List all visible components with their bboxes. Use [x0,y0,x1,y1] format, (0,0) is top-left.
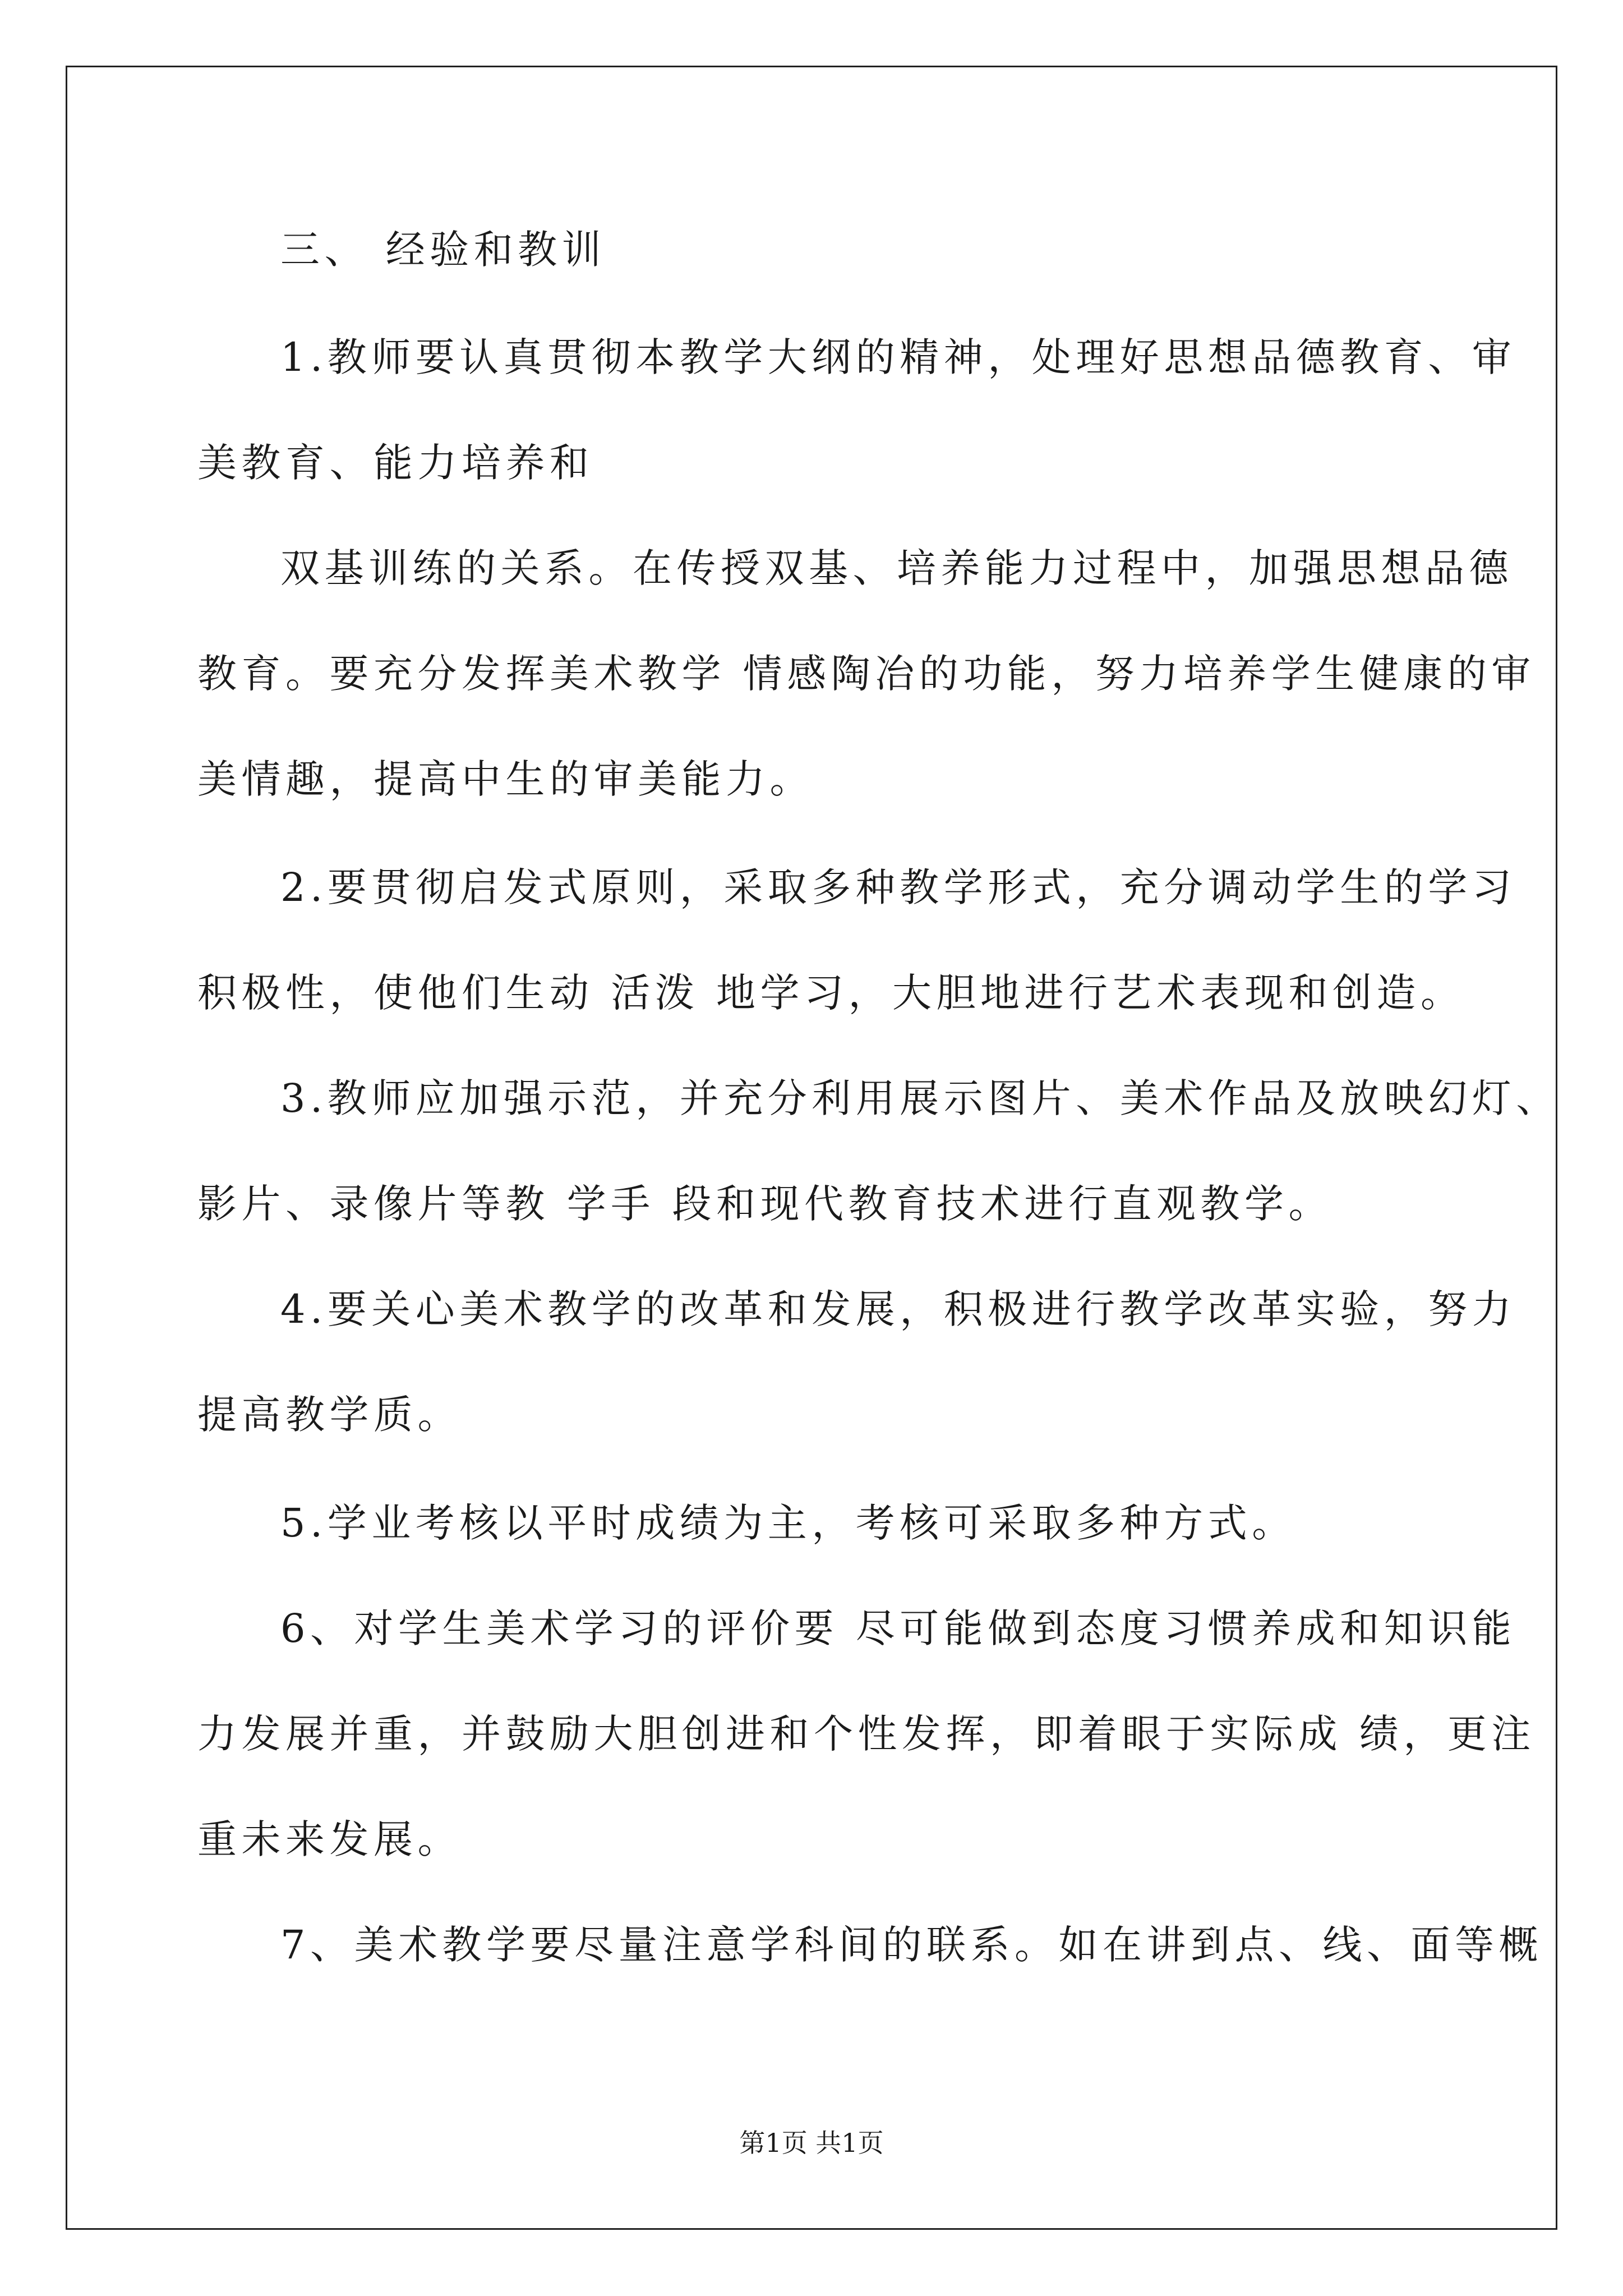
paragraph-line: 积极性，使他们生动 活泼 地学习，大胆地进行艺术表现和创造。 [197,970,1465,1016]
page-footer: 第1页 共1页 [739,2128,884,2158]
paragraph-line: 6、对学生美术学习的评价要 尽可能做到态度习惯养成和知识能 [280,1605,1516,1651]
paragraph-line: 3.教师应加强示范，并充分利用展示图片、美术作品及放映幻灯、 [280,1075,1560,1121]
paragraph-line: 1.教师要认真贯彻本教学大纲的精神，处理好思想品德教育、审 [280,334,1516,380]
paragraph-line: 双基训练的关系。在传授双基、培养能力过程中，加强思想品德 [280,545,1513,591]
paragraph-line: 2.要贯彻启发式原则，采取多种教学形式，充分调动学生的学习 [280,864,1516,910]
section-heading: 三、 经验和教训 [280,227,606,273]
paragraph-line: 7、美术教学要尽量注意学科间的联系。如在讲到点、线、面等概 [280,1922,1543,1968]
paragraph-line: 影片、录像片等教 学手 段和现代教育技术进行直观教学。 [197,1181,1333,1227]
paragraph-line: 美情趣，提高中生的审美能力。 [197,756,814,802]
paragraph-line: 5.学业考核以平时成绩为主，考核可采取多种方式。 [280,1500,1296,1546]
paragraph-line: 重未来发展。 [197,1816,462,1862]
paragraph-line: 教育。要充分发挥美术教学 情感陶冶的功能，努力培养学生健康的审 [197,651,1536,697]
paragraph-line: 提高教学质。 [197,1392,462,1438]
paragraph-line: 4.要关心美术教学的改革和发展，积极进行教学改革实验，努力 [280,1286,1516,1332]
page-border [66,66,1557,2230]
paragraph-line: 力发展并重，并鼓励大胆创进和个性发挥，即着眼于实际成 绩，更注 [197,1711,1536,1757]
paragraph-line: 美教育、能力培养和 [197,440,594,486]
